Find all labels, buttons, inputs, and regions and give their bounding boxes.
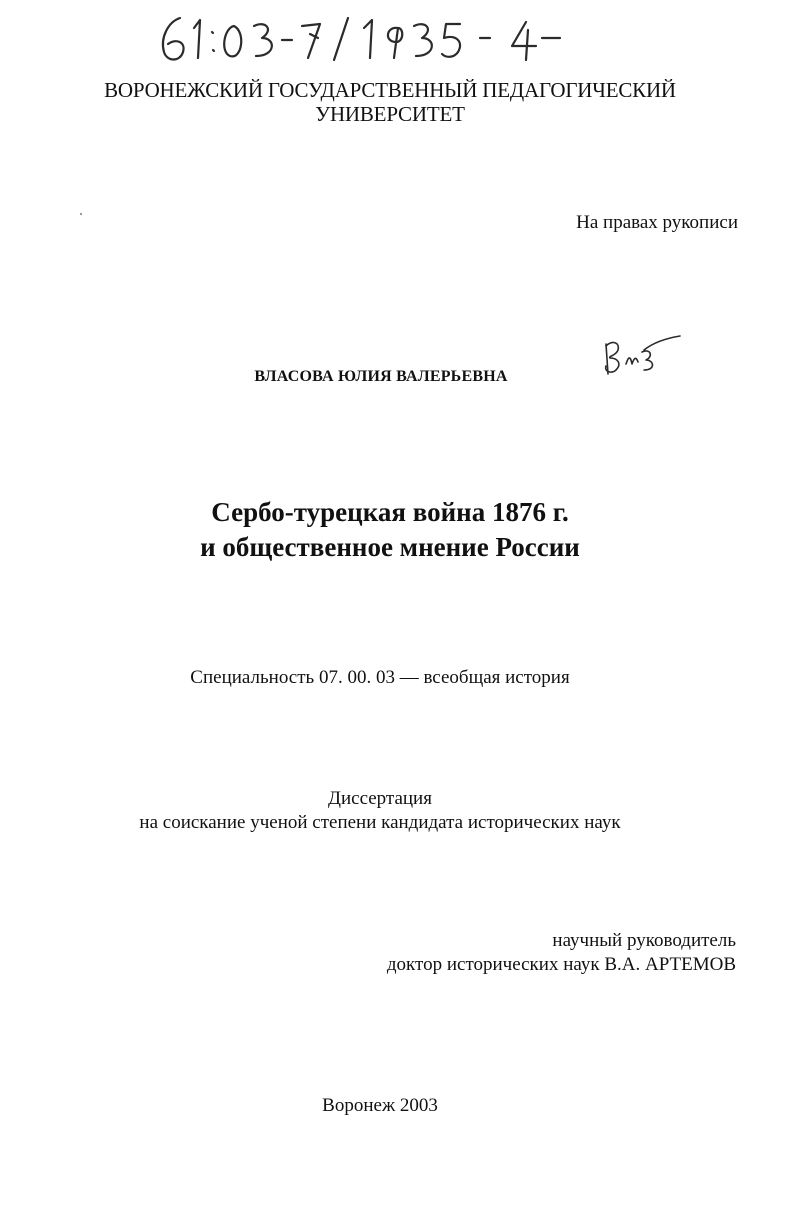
scan-speck — [80, 213, 82, 215]
dissertation-title — [80, 495, 700, 565]
author-name: ВЛАСОВА ЮЛИЯ ВАЛЕРЬЕВНА — [254, 368, 508, 385]
university-line-2: УНИВЕРСИТЕТ — [315, 102, 465, 126]
title-line-2: и общественное мнение России — [200, 532, 580, 562]
city-and-year: Воронеж 2003 — [322, 1095, 438, 1116]
specialty-line: Специальность 07. 00. 03 — всеобщая история — [190, 667, 570, 688]
manuscript-rights-note: На правах рукописи — [576, 212, 738, 233]
handwritten-signature — [598, 330, 684, 378]
supervisor-block — [300, 929, 736, 977]
university-name — [60, 78, 720, 126]
dissertation-label: Диссертация — [328, 788, 432, 809]
dissertation-purpose — [80, 787, 680, 835]
handwritten-archive-code — [150, 8, 590, 70]
supervisor-role: научный руководитель — [552, 930, 736, 951]
university-line-1: ВОРОНЕЖСКИЙ ГОСУДАРСТВЕННЫЙ ПЕДАГОГИЧЕСКИЙ — [104, 78, 676, 102]
title-line-1: Сербо-турецкая война 1876 г. — [211, 497, 569, 527]
supervisor-name: доктор исторических наук В.А. АРТЕМОВ — [386, 954, 736, 975]
degree-description: на соискание ученой степени кандидата исторических наук — [139, 812, 621, 833]
